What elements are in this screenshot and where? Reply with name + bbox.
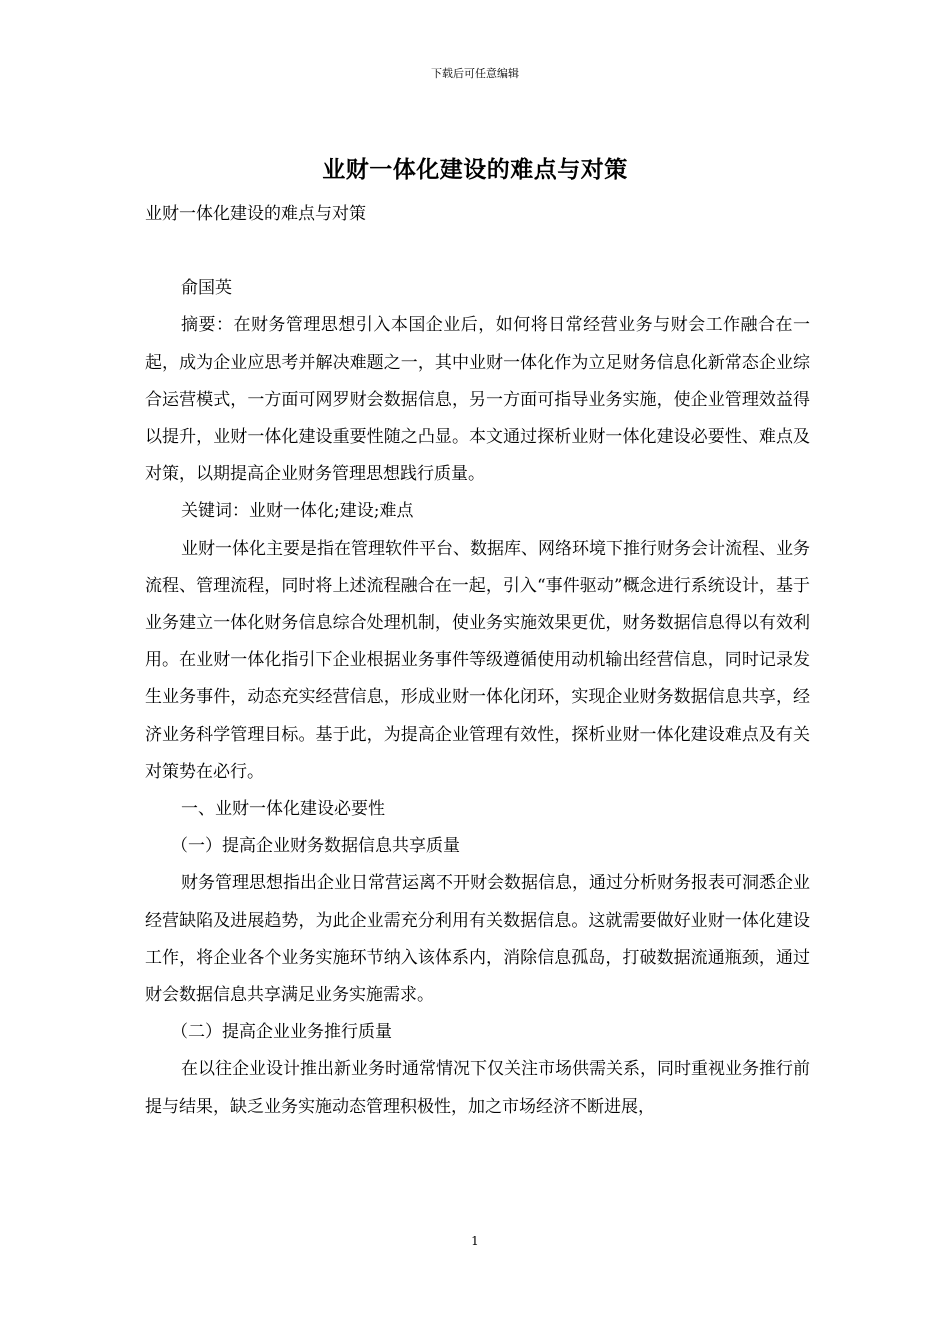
intro-paragraph: 业财一体化主要是指在管理软件平台、数据库、网络环境下推行财务会计流程、业务流程、管理流程，同时将上述流程融合在一起，引入“事件驱动”概念进行系统设计，基于业务建立一体化财务信息综合处理机制，使业务实施效果更优，财务数据信息得以有效利用。在业财一体化指引下企业根据业务事件等级遵循使用动机输出经营信息，同时记录发生业务事件，动态充实经营信息，形成业财一体化闭环，实现企业财务数据信息共享，经济业务科学管理目标。基于此，为提高企业管理有效性，探析业财一体化建设难点及有关对策势在必行。 <box>145 538 810 782</box>
keywords-line: 关键词：业财一体化;建设;难点 <box>181 501 414 522</box>
subsection-body-1: 财务管理思想指出企业日常营运离不开财会数据信息，通过分析财务报表可洞悉企业经营缺陷及进展趋势，为此企业需充分利用有关数据信息。这就需要做好业财一体化建设工作，将企业各个业务实施环节纳入该体系内，消除信息孤岛，打破数据流通瓶颈，通过财会数据信息共享满足业务实施需求。 <box>145 873 810 1006</box>
section-heading-1: 一、业财一体化建设必要性 <box>181 799 385 820</box>
subsection-heading-2: （二）提高企业业务推行质量 <box>171 1022 392 1043</box>
subsection-body-2: 在以往企业设计推出新业务时通常情况下仅关注市场供需关系，同时重视业务推行前提与结果，缺乏业务实施动态管理积极性，加之市场经济不断进展， <box>145 1059 810 1117</box>
document-body <box>145 196 810 1126</box>
abstract-paragraph: 摘要：在财务管理思想引入本国企业后，如何将日常经营业务与财会工作融合在一起，成为企业应思考并解决难题之一，其中业财一体化作为立足财务信息化新常态企业综合运营模式，一方面可网罗财会数据信息，另一方面可指导业务实施，使企业管理效益得以提升，业财一体化建设重要性随之凸显。本文通过探析业财一体化建设必要性、难点及对策，以期提高企业财务管理思想践行质量。 <box>145 315 810 485</box>
subsection-heading-1: （一）提高企业财务数据信息共享质量 <box>171 836 460 857</box>
document-subtitle: 业财一体化建设的难点与对策 <box>145 204 366 224</box>
header-note: 下载后可任意编辑 <box>431 67 519 80</box>
page-number: 1 <box>471 1234 479 1248</box>
blank-line <box>145 233 810 270</box>
author-name: 俞国英 <box>181 278 232 299</box>
document-title: 业财一体化建设的难点与对策 <box>322 156 628 183</box>
